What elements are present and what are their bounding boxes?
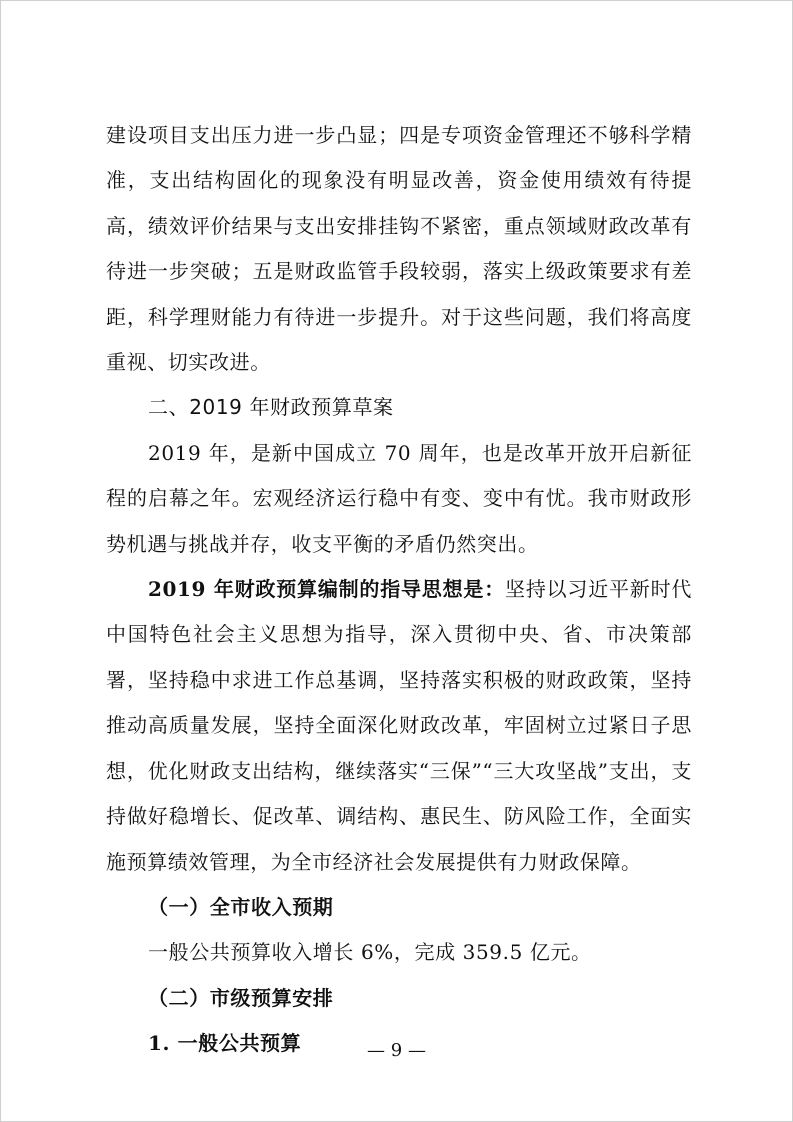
section-heading-2019-budget: 二、2019 年财政预算草案 (148, 395, 394, 420)
guiding-thought-lead: 2019 年财政预算编制的指导思想是： (148, 577, 506, 602)
guiding-thought-body: 坚持以习近平新时代中国特色社会主义思想为指导，深入贯彻中央、省、市决策部署，坚持稳中求进工作总基调，坚持落实积极的财政政策，坚持推动高质量发展，坚持全面深化财政改革，牢固树立过紧日子思想，优化财政支出结构，继续落实“三保”“三大攻坚战”支出，支持做好稳增长、促改革、调结构、惠民生、防风险工作，全面实施预算绩效管理，为全市经济社会发展提供有力财政保障。 (106, 577, 693, 874)
paragraph-guiding-thought (106, 567, 692, 885)
paragraph-income-forecast: 一般公共预算收入增长 6%，完成 359.5 亿元。 (148, 940, 592, 965)
paragraph-2019-context: 2019 年，是新中国成立 70 周年，也是改革开放开启新征程的启幕之年。宏观经济运行稳中有变、变中有忧。我市财政形势机遇与挑战并存，收支平衡的矛盾仍然突出。 (106, 440, 692, 556)
subheading-general-budget: 1. 一般公共预算 (148, 1031, 302, 1056)
subheading-city-income: （一）全市收入预期 (148, 894, 334, 919)
subheading-city-budget: （二）市级预算安排 (148, 985, 334, 1010)
page-number: — 9 — (367, 1040, 426, 1061)
paragraph-problems: 建设项目支出压力进一步凸显；四是专项资金管理还不够科学精准，支出结构固化的现象没有明显改善，资金使用绩效有待提高，绩效评价结果与支出安排挂钩不紧密，重点领域财政改革有待进一步突破；五是财政监管手段较弱，落实上级政策要求有差距，科学理财能力有待进一步提升。对于这些问题，我们将高度重视、切实改进。 (106, 123, 692, 375)
document-body (106, 113, 692, 1067)
